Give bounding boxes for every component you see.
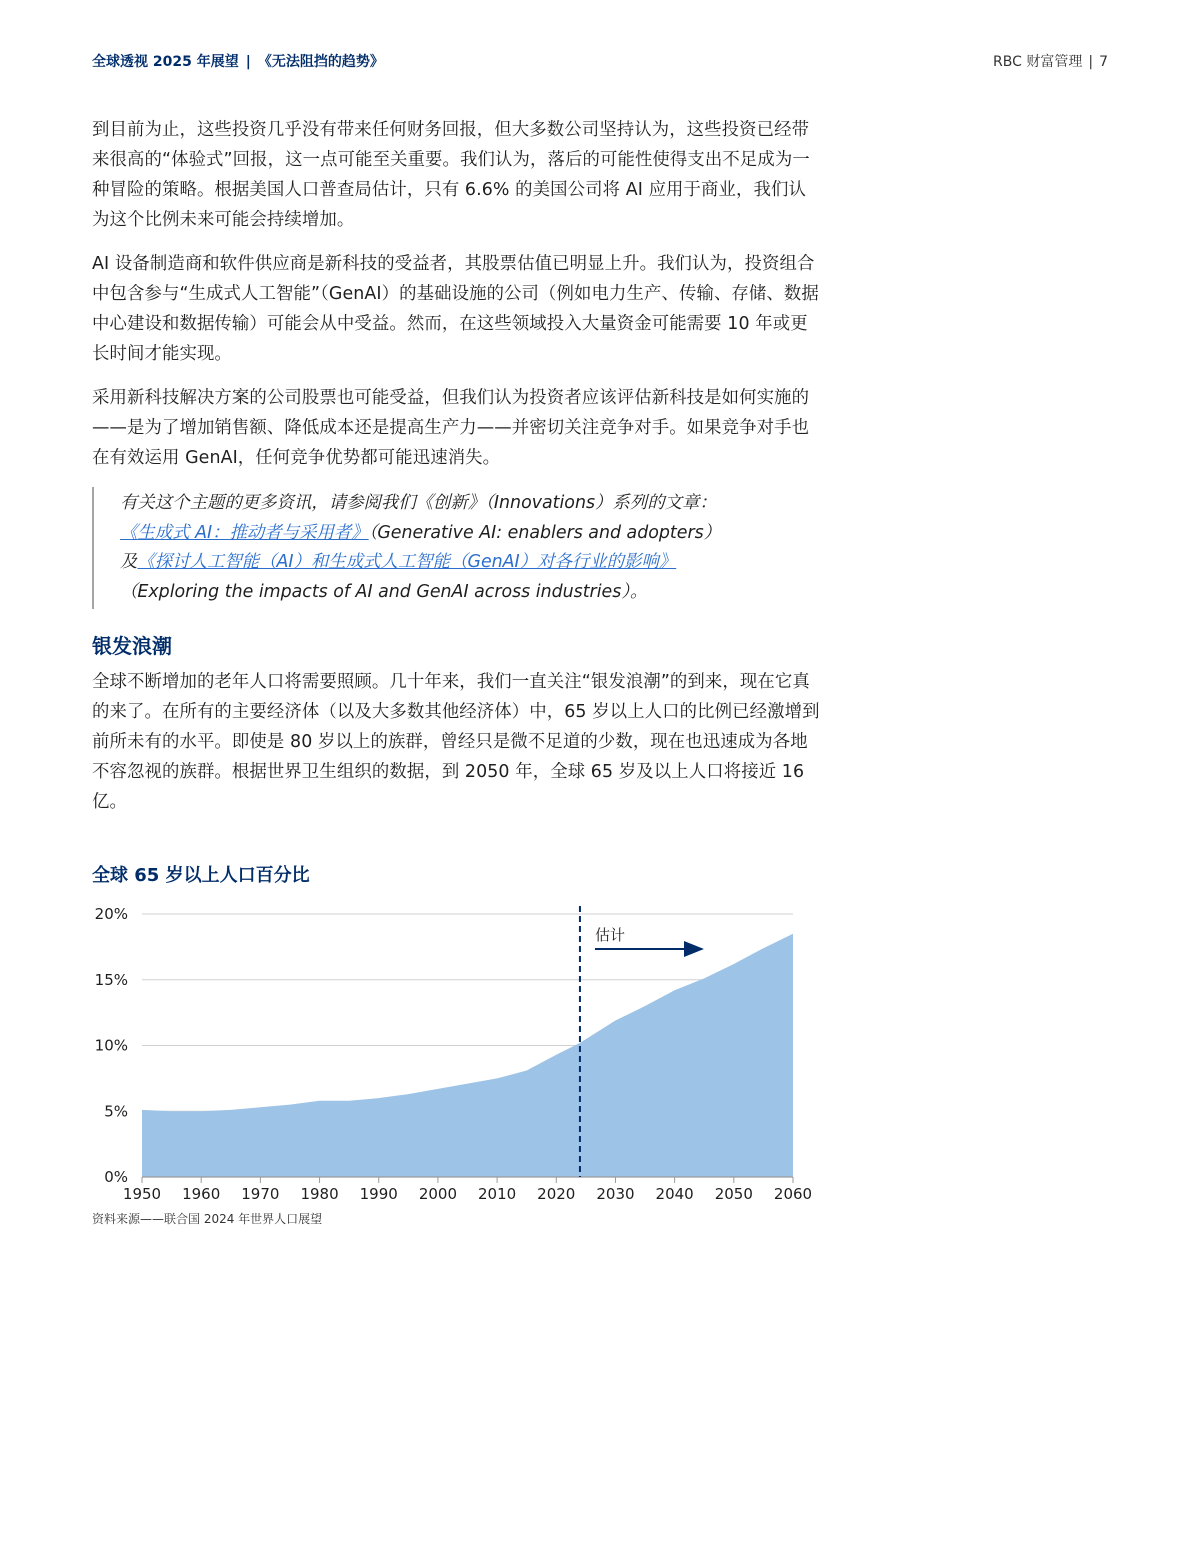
link-generative-ai-article[interactable]: 《生成式 AI：推动者与采用者》 bbox=[120, 522, 369, 543]
population-area bbox=[142, 934, 793, 1177]
chart-title: 全球 65 岁以上人口百分比 bbox=[92, 865, 310, 886]
y-tick-label: 20% bbox=[94, 905, 128, 923]
article-body bbox=[92, 115, 820, 831]
link2-english-title: （Exploring the impacts of AI and GenAI across industries）。 bbox=[120, 581, 648, 602]
x-tick-label: 1960 bbox=[182, 1185, 221, 1203]
link1-english-title: （Generative AI: enablers and adopters） bbox=[368, 522, 722, 543]
x-tick-label: 2030 bbox=[596, 1185, 635, 1203]
x-tick-label: 1950 bbox=[122, 1185, 162, 1203]
x-tick-label: 2010 bbox=[477, 1185, 517, 1203]
y-tick-label: 5% bbox=[104, 1102, 128, 1121]
x-tick-label: 2040 bbox=[655, 1185, 694, 1203]
body-paragraph-2: AI 设备制造商和软件供应商是新科技的受益者，其股票估值已明显上升。我们认为，投资组合中包含参与“生成式人工智能”（GenAI）的基础设施的公司（例如电力生产、传输、存储、数据中心建设和数据传输）可能会从中受益。然而，在这些领域投入大量资金可能需要 10 年或更长时间才能实现。 bbox=[92, 254, 819, 364]
callout-intro: 有关这个主题的更多资讯，请参阅我们《创新》（Innovations）系列的文章： bbox=[120, 493, 717, 513]
x-tick-label: 1970 bbox=[241, 1185, 280, 1203]
x-tick-label: 2050 bbox=[714, 1185, 753, 1203]
link-ai-impacts-article[interactable]: 《探讨人工智能（AI）和生成式人工智能（GenAI）对各行业的影响》 bbox=[137, 552, 677, 572]
y-tick-label: 10% bbox=[94, 1036, 128, 1055]
x-tick-label: 2000 bbox=[418, 1185, 458, 1203]
further-reading-callout bbox=[92, 487, 820, 609]
report-title: 全球透视 2025 年展望 bbox=[92, 54, 239, 70]
projection-label: 估计 bbox=[594, 926, 625, 944]
page-number: 7 bbox=[1099, 54, 1108, 70]
body-paragraph-1: 到目前为止，这些投资几乎没有带来任何财务回报，但大多数公司坚持认为，这些投资已经带来很高的“体验式”回报，这一点可能至关重要。我们认为，落后的可能性使得支出不足成为一种冒险的策略。根据美国人口普查局估计，只有 6.6% 的美国公司将 AI 应用于商业，我们认为这个比例未来可能会持续增加。 bbox=[92, 120, 810, 230]
chart-source: 资料来源——联合国 2024 年世界人口展望 bbox=[92, 1212, 323, 1226]
x-tick-label: 2060 bbox=[773, 1185, 813, 1203]
header-left bbox=[92, 51, 384, 71]
x-tick-label: 1990 bbox=[359, 1185, 398, 1203]
report-subtitle: 《无法阻挡的趋势》 bbox=[257, 54, 384, 70]
publisher-name: RBC 财富管理 bbox=[993, 54, 1083, 70]
population-area-chart bbox=[84, 898, 814, 1210]
callout-and: 及 bbox=[120, 552, 138, 572]
y-tick-label: 0% bbox=[104, 1168, 128, 1186]
section-paragraph: 全球不断增加的老年人口将需要照顾。几十年来，我们一直关注“银发浪潮”的到来，现在它真的来了。在所有的主要经济体（以及大多数其他经济体）中，65 岁以上人口的比例已经激增到前所未有的水平。即使是 80 岁以上的族群，曾经只是微不足道的少数，现在也迅速成为各地不容忽视的族群。根据世界卫生组织的数据，到 2050 年，全球 65 岁及以上人口将接近 16 亿。 bbox=[92, 672, 820, 812]
x-tick-label: 1980 bbox=[300, 1185, 339, 1203]
header-right bbox=[993, 51, 1108, 71]
section-title: 银发浪潮 bbox=[92, 634, 172, 658]
y-tick-label: 15% bbox=[94, 970, 128, 989]
body-paragraph-3: 采用新科技解决方案的公司股票也可能受益，但我们认为投资者应该评估新科技是如何实施的——是为了增加销售额、降低成本还是提高生产力——并密切关注竞争对手。如果竞争对手也在有效运用 GenAI，任何竞争优势都可能迅速消失。 bbox=[92, 388, 810, 468]
header-separator: | bbox=[245, 54, 251, 70]
x-tick-label: 2020 bbox=[537, 1185, 576, 1203]
header-separator-right: | bbox=[1088, 54, 1094, 70]
